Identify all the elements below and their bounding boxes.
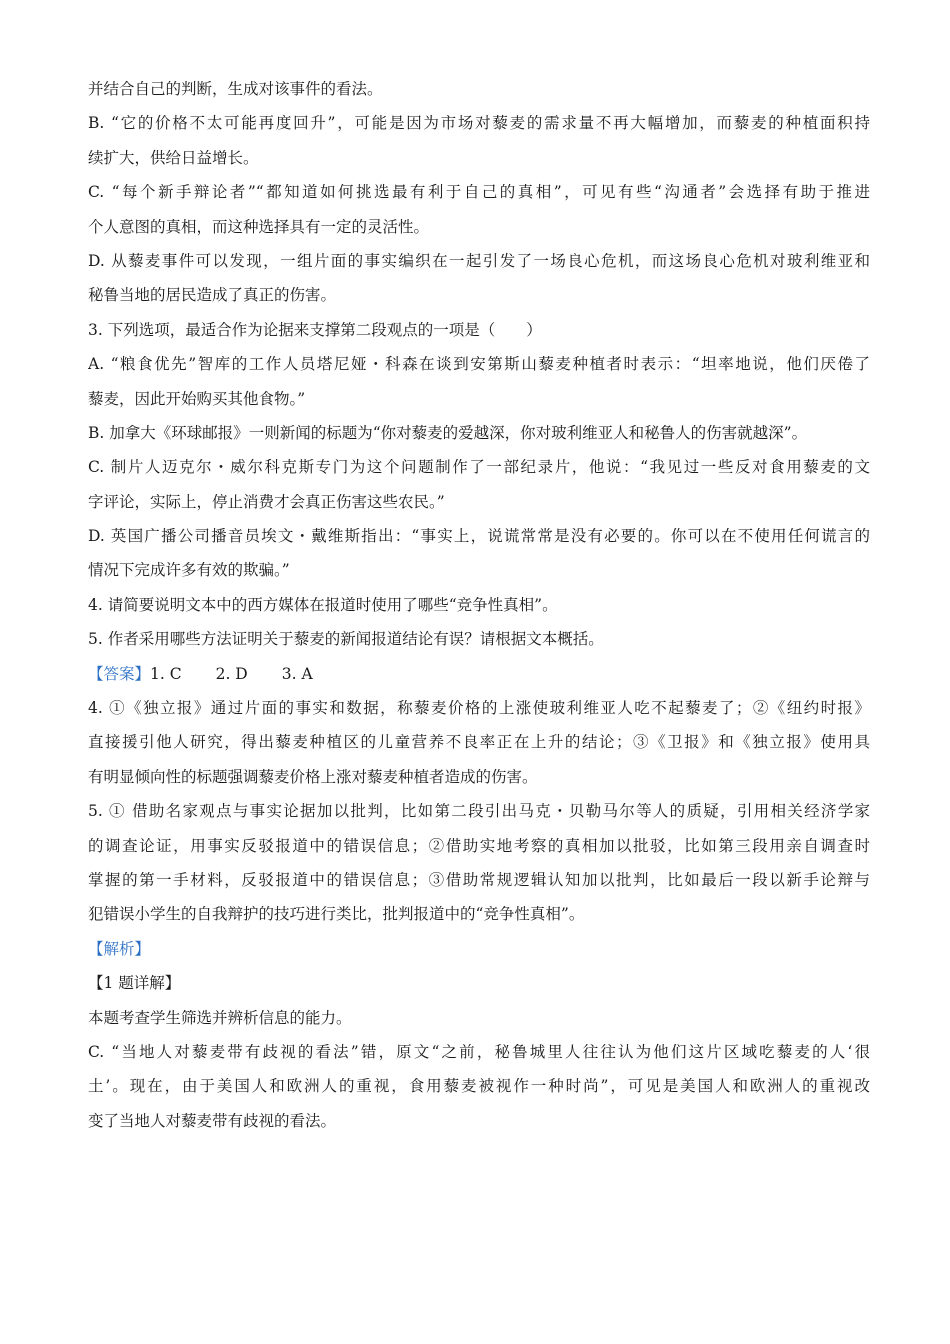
answer-item-1: 1. C bbox=[150, 664, 182, 683]
option-d-line-1: D. 从藜麦事件可以发现，一组片面的事实编织在一起引发了一场良心危机，而这场良心危机对玻利维亚和 bbox=[88, 251, 870, 270]
answer-5-line-2: 的调查论证，用事实反驳报道中的错误信息；②借助实地考察的真相加以批驳，比如第三段用亲自调查时 bbox=[88, 836, 870, 855]
answer-item-2: 2. D bbox=[215, 664, 248, 683]
analysis-label: 【解析】 bbox=[88, 939, 151, 958]
option-c-line-1: C. “每个新手辩论者”“都知道如何挑选最有利于自己的真相”，可见有些“沟通者”会选择有助于推进 bbox=[88, 183, 870, 202]
question-3-option-d-line-2: 情况下完成许多有效的欺骗。” bbox=[88, 561, 290, 580]
option-d-line-2: 秘鲁当地的居民造成了真正的伤害。 bbox=[88, 286, 337, 305]
analysis-line-3: 变了当地人对藜麦带有歧视的看法。 bbox=[88, 1111, 337, 1130]
analysis-line-1: C. “当地人对藜麦带有歧视的看法”错，原文“之前，秘鲁城里人往往认为他们这片区域吃藜麦的人‘很 bbox=[88, 1042, 870, 1061]
answer-4-line-1: 4. ①《独立报》通过片面的事实和数据，称藜麦价格的上涨使玻利维亚人吃不起藜麦了；②《纽约时报》 bbox=[88, 699, 870, 718]
question-5: 5. 作者采用哪些方法证明关于藜麦的新闻报道结论有误？请根据文本概括。 bbox=[88, 630, 604, 649]
question-3-option-a-line-2: 藜麦，因此开始购买其他食物。” bbox=[88, 389, 306, 408]
question-3: 3. 下列选项，最适合作为论据来支撑第二段观点的一项是（ ） bbox=[88, 320, 542, 339]
question-4: 4. 请简要说明文本中的西方媒体在报道时使用了哪些“竞争性真相”。 bbox=[88, 595, 558, 614]
question-3-option-c-line-1: C. 制片人迈克尔・威尔科克斯专门为这个问题制作了一部纪录片，他说：“我见过一些反对食用藜麦的文 bbox=[88, 458, 870, 477]
answer-5-line-1: 5. ① 借助名家观点与事实论据加以批判，比如第二段引出马克・贝勒马尔等人的质疑，引用相关经济学家 bbox=[88, 802, 870, 821]
analysis-intro: 本题考查学生筛选并辨析信息的能力。 bbox=[88, 1008, 352, 1027]
question-3-option-a-line-1: A. “粮食优先”智库的工作人员塔尼娅・科森在谈到安第斯山藜麦种植者时表示：“坦率地说，他们厌倦了 bbox=[88, 355, 870, 374]
answer-item-3: 3. A bbox=[281, 664, 313, 683]
paragraph-intro-end: 并结合自己的判断，生成对该事件的看法。 bbox=[88, 80, 383, 98]
analysis-line-2: 土’。现在，由于美国人和欧洲人的重视，食用藜麦被视作一种时尚”，可见是美国人和欧洲人的重视改 bbox=[88, 1077, 870, 1096]
option-b-line-2: 续扩大，供给日益增长。 bbox=[88, 148, 259, 167]
answer-4-line-2: 直接援引他人研究，得出藜麦种植区的儿童营养不良率正在上升的结论；③《卫报》和《独立报》使用具 bbox=[88, 733, 870, 752]
question-3-option-b: B. 加拿大《环球邮报》一则新闻的标题为“你对藜麦的爱越深，你对玻利维亚人和秘鲁人的伤害就越深”。 bbox=[88, 423, 808, 442]
answer-row bbox=[88, 657, 870, 691]
document-page bbox=[88, 72, 870, 1138]
answer-4-line-3: 有明显倾向性的标题强调藜麦价格上涨对藜麦种植者造成的伤害。 bbox=[88, 767, 538, 786]
option-b-line-1: B. “它的价格不太可能再度回升”，可能是因为市场对藜麦的需求量不再大幅增加，而藜麦的种植面积持 bbox=[88, 114, 870, 133]
answer-5-line-4: 犯错误小学生的自我辩护的技巧进行类比，批判报道中的“竞争性真相”。 bbox=[88, 905, 585, 924]
answer-label: 【答案】 bbox=[88, 664, 151, 683]
question-3-option-d-line-1: D. 英国广播公司播音员埃文・戴维斯指出：“事实上，说谎常常是没有必要的。你可以在不使用任何谎言的 bbox=[88, 527, 870, 546]
question-3-option-c-line-2: 字评论，实际上，停止消费才会真正伤害这些农民。” bbox=[88, 492, 445, 511]
option-c-line-2: 个人意图的真相，而这种选择具有一定的灵活性。 bbox=[88, 217, 430, 236]
analysis-sub-label: 【1 题详解】 bbox=[88, 974, 181, 993]
answer-5-line-3: 掌握的第一手材料，反驳报道中的错误信息；③借助常规逻辑认知加以批判，比如最后一段以新手论辩与 bbox=[88, 870, 870, 889]
